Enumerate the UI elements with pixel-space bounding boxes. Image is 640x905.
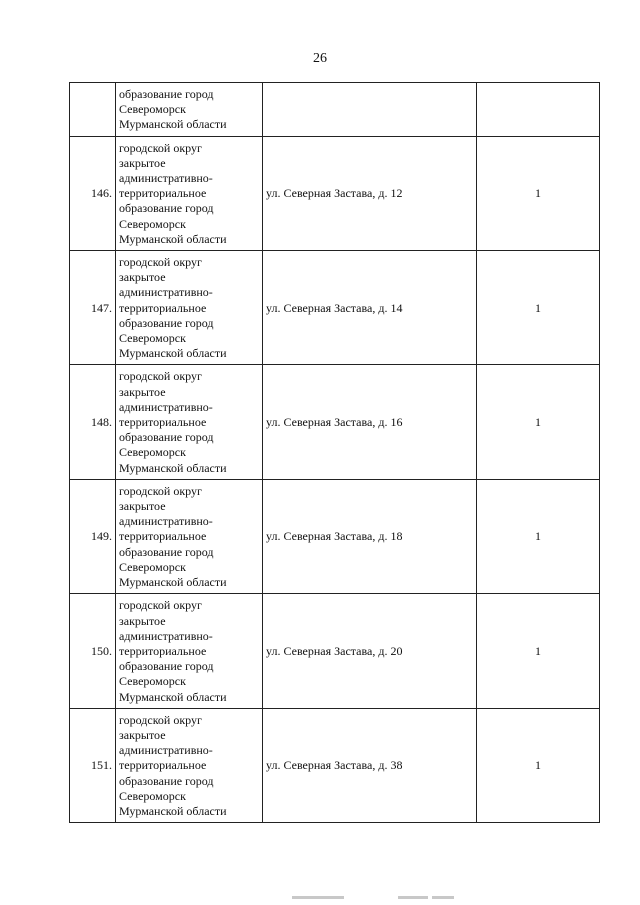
name-line: образование город <box>119 430 214 445</box>
data-table <box>69 82 600 823</box>
table-row <box>70 365 600 479</box>
name-line: Североморск <box>119 102 186 117</box>
address-cell: ул. Северная Застава, д. 14 <box>263 251 477 365</box>
name-line: образование город <box>119 201 214 216</box>
table-row <box>70 594 600 708</box>
name-line: административно- <box>119 628 213 643</box>
name-line: образование город <box>119 773 214 788</box>
quantity-cell <box>477 83 600 137</box>
scan-mark <box>292 896 344 899</box>
name-line: закрытое <box>119 613 166 628</box>
address-cell: ул. Северная Застава, д. 20 <box>263 594 477 708</box>
name-line: образование город <box>119 315 214 330</box>
table-row <box>70 136 600 250</box>
name-line: административно- <box>119 743 213 758</box>
name-line: Североморск <box>119 216 186 231</box>
name-line: Североморск <box>119 331 186 346</box>
name-line: образование город <box>119 659 214 674</box>
name-line: административно- <box>119 514 213 529</box>
name-line: Североморск <box>119 559 186 574</box>
table-row <box>70 479 600 593</box>
quantity-cell: 1 <box>477 251 600 365</box>
municipality-name <box>116 136 263 250</box>
quantity-cell: 1 <box>477 594 600 708</box>
name-line: Мурманской области <box>119 117 227 132</box>
name-line: Мурманской области <box>119 689 227 704</box>
name-line: закрытое <box>119 499 166 514</box>
row-number: 147. <box>70 251 116 365</box>
quantity-cell: 1 <box>477 479 600 593</box>
name-line: городской округ <box>119 255 202 270</box>
quantity-cell: 1 <box>477 708 600 822</box>
row-number: 149. <box>70 479 116 593</box>
row-number: 151. <box>70 708 116 822</box>
row-number: 146. <box>70 136 116 250</box>
name-line: Мурманской области <box>119 803 227 818</box>
name-line: территориальное <box>119 186 207 201</box>
quantity-cell: 1 <box>477 365 600 479</box>
name-line: закрытое <box>119 270 166 285</box>
name-line: территориальное <box>119 758 207 773</box>
name-line: городской округ <box>119 598 202 613</box>
municipality-name <box>116 708 263 822</box>
row-number: 148. <box>70 365 116 479</box>
name-line: образование город <box>119 544 214 559</box>
name-line: территориальное <box>119 415 207 430</box>
name-line: Мурманской области <box>119 231 227 246</box>
name-line: административно- <box>119 171 213 186</box>
address-cell: ул. Северная Застава, д. 18 <box>263 479 477 593</box>
municipality-name <box>116 479 263 593</box>
scan-mark <box>432 896 454 899</box>
quantity-cell: 1 <box>477 136 600 250</box>
table-row <box>70 251 600 365</box>
municipality-name <box>116 594 263 708</box>
municipality-name <box>116 83 263 137</box>
scan-mark <box>398 896 428 899</box>
address-cell: ул. Северная Застава, д. 16 <box>263 365 477 479</box>
row-number <box>70 83 116 137</box>
name-line: городской округ <box>119 140 202 155</box>
address-cell <box>263 83 477 137</box>
name-line: территориальное <box>119 300 207 315</box>
name-line: административно- <box>119 285 213 300</box>
name-line: городской округ <box>119 483 202 498</box>
row-number: 150. <box>70 594 116 708</box>
municipality-name <box>116 365 263 479</box>
name-line: Североморск <box>119 445 186 460</box>
name-line: городской округ <box>119 369 202 384</box>
name-line: Мурманской области <box>119 346 227 361</box>
page-number: 26 <box>313 51 327 66</box>
name-line: закрытое <box>119 384 166 399</box>
name-line: городской округ <box>119 712 202 727</box>
table-row <box>70 83 600 137</box>
name-line: закрытое <box>119 155 166 170</box>
name-line: административно- <box>119 399 213 414</box>
name-line: территориальное <box>119 529 207 544</box>
table-row <box>70 708 600 822</box>
municipality-name <box>116 251 263 365</box>
name-line: образование город <box>119 87 214 101</box>
name-line: территориальное <box>119 643 207 658</box>
address-cell: ул. Северная Застава, д. 38 <box>263 708 477 822</box>
name-line: закрытое <box>119 727 166 742</box>
name-line: Мурманской области <box>119 575 227 590</box>
address-cell: ул. Северная Застава, д. 12 <box>263 136 477 250</box>
name-line: Североморск <box>119 788 186 803</box>
name-line: Североморск <box>119 674 186 689</box>
scan-artifacts <box>0 896 640 905</box>
name-line: Мурманской области <box>119 460 227 475</box>
